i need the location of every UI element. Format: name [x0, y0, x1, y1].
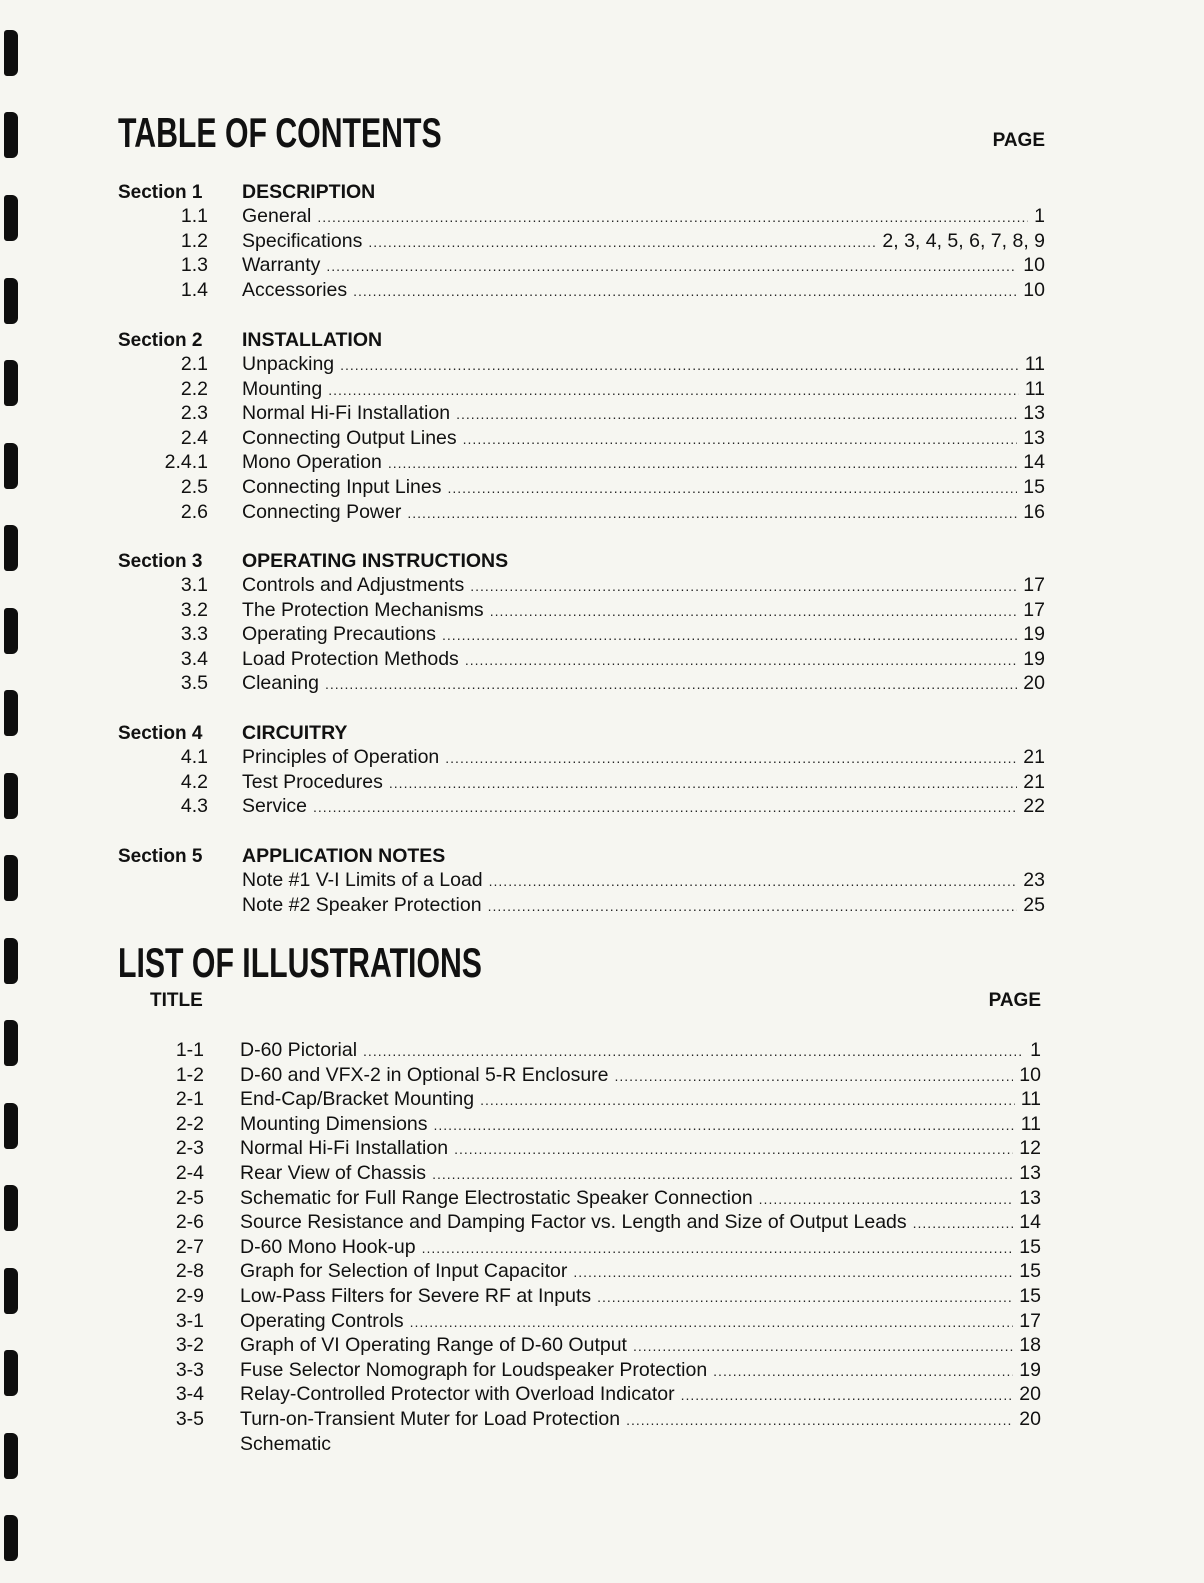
- list-item: [118, 278, 1053, 303]
- entry-title: Accessories: [242, 278, 348, 301]
- entry-page: 14: [1023, 451, 1045, 474]
- dot-leader: [465, 648, 1017, 673]
- entry-number: 2.3: [180, 402, 208, 425]
- entry-title: Test Procedures: [242, 770, 383, 793]
- entry-number: 1.4: [180, 278, 208, 301]
- binding-hole: [4, 1103, 18, 1149]
- entry: [242, 475, 1045, 501]
- entry: [240, 1186, 1041, 1212]
- list-item: [118, 1186, 1053, 1211]
- dot-leader: [442, 623, 1017, 648]
- binding-hole: [4, 1433, 18, 1479]
- illustrations-title: LIST OF ILLUSTRATIONS: [118, 939, 482, 986]
- dot-leader: [456, 402, 1017, 427]
- list-item: [118, 229, 1053, 254]
- section-title: INSTALLATION: [242, 329, 383, 351]
- section-label: Section 4: [118, 723, 203, 744]
- section-heading: [118, 548, 1053, 573]
- dot-leader: [626, 1408, 1013, 1433]
- entry-page: 11: [1024, 377, 1045, 400]
- dot-leader: [913, 1211, 1014, 1236]
- entry-page: 15: [1023, 475, 1045, 498]
- entry-number: 1.1: [180, 205, 208, 227]
- entry: [240, 1407, 1041, 1433]
- list-item: [118, 1038, 1053, 1063]
- entry: [242, 573, 1045, 599]
- entry: [242, 745, 1045, 771]
- entry-number: 4.3: [180, 795, 208, 818]
- entry-title: D-60 Mono Hook-up: [240, 1235, 416, 1258]
- entry-title: Note #2 Speaker Protection: [242, 893, 482, 916]
- section-heading: [118, 179, 1053, 204]
- dot-leader: [340, 353, 1019, 378]
- entry-page: 15: [1019, 1284, 1041, 1307]
- toc-section: [118, 179, 1053, 302]
- dot-leader: [489, 869, 1018, 894]
- entry-page: 12: [1019, 1137, 1041, 1160]
- entry-page: 20: [1023, 672, 1045, 695]
- entry: [240, 1063, 1041, 1089]
- dot-leader: [445, 746, 1017, 771]
- binding-hole: [4, 30, 18, 76]
- entry-number: 3.1: [180, 574, 208, 596]
- entry-number: 2-8: [175, 1260, 204, 1283]
- list-item: [118, 1309, 1053, 1334]
- entry-page: 1: [1034, 205, 1045, 227]
- binding-hole: [4, 195, 18, 241]
- entry-title: Schematic for Full Range Electrostatic Speaker Connection: [240, 1186, 753, 1209]
- entry: [240, 1432, 1041, 1457]
- dot-leader: [573, 1260, 1013, 1285]
- dot-leader: [410, 1310, 1014, 1335]
- binding-hole: [4, 690, 18, 736]
- entry-number: 2-2: [175, 1112, 204, 1135]
- entry-title: Cleaning: [242, 672, 319, 695]
- entry-page: 2, 3, 4, 5, 6, 7, 8, 9: [882, 229, 1045, 252]
- dot-leader: [480, 1088, 1015, 1113]
- dot-leader: [597, 1285, 1013, 1310]
- list-item: [118, 1210, 1053, 1235]
- entry-page: 14: [1019, 1211, 1041, 1234]
- section-title: OPERATING INSTRUCTIONS: [242, 550, 509, 572]
- entry-number: 2-1: [175, 1088, 204, 1111]
- list-item: [118, 450, 1053, 475]
- entry: [240, 1358, 1041, 1384]
- toc-section: [118, 720, 1053, 819]
- entry: [242, 278, 1045, 304]
- illustrations-page-header: PAGE: [988, 990, 1041, 1011]
- toc-section: [118, 843, 1053, 917]
- entry: [242, 204, 1045, 230]
- dot-leader: [313, 795, 1017, 820]
- entry-page: 15: [1019, 1235, 1041, 1258]
- entry-page: 17: [1019, 1309, 1041, 1332]
- entry-number: 2-5: [175, 1186, 204, 1209]
- entry-page: 11: [1020, 1088, 1041, 1111]
- entry-page: 22: [1023, 795, 1045, 818]
- entry-page: 16: [1023, 500, 1045, 523]
- entry-title: Turn-on-Transient Muter for Load Protection: [240, 1407, 621, 1430]
- binding-hole: [4, 278, 18, 324]
- entry-title: Unpacking: [242, 353, 335, 375]
- list-item: [118, 1382, 1053, 1407]
- entry: [242, 450, 1045, 476]
- entry-title: D-60 Pictorial: [240, 1039, 358, 1061]
- entry: [240, 1382, 1041, 1408]
- entry-page: 15: [1019, 1260, 1041, 1283]
- entry: [242, 401, 1045, 427]
- dot-leader: [363, 1039, 1024, 1064]
- entry-number: 2-6: [175, 1211, 204, 1234]
- entry: [240, 1136, 1041, 1162]
- entry-title: Fuse Selector Nomograph for Loudspeaker Protection: [240, 1358, 708, 1381]
- dot-leader: [368, 230, 876, 255]
- entry-title: Load Protection Methods: [242, 647, 459, 670]
- section-heading: [118, 327, 1053, 352]
- list-item: [118, 401, 1053, 426]
- list-item: [118, 1432, 1053, 1457]
- binding-hole: [4, 1268, 18, 1314]
- entry-page: 19: [1023, 623, 1045, 646]
- list-item: [118, 1284, 1053, 1309]
- toc-page-header: PAGE: [992, 130, 1045, 151]
- list-item: [118, 671, 1053, 696]
- list-item: [118, 1087, 1053, 1112]
- entry-title: Operating Controls: [240, 1309, 404, 1332]
- dot-leader: [317, 205, 1028, 230]
- entry-page: 21: [1023, 746, 1045, 768]
- section-label: Section 1: [118, 182, 203, 203]
- entry-number: 1.3: [180, 254, 208, 277]
- entry: [242, 253, 1045, 279]
- entry-number: 2-7: [175, 1235, 204, 1258]
- entry-page: 13: [1023, 402, 1045, 425]
- entry-title: D-60 and VFX-2 in Optional 5-R Enclosure: [240, 1063, 609, 1086]
- entry-number: 2.2: [180, 377, 208, 400]
- entry-page: 19: [1023, 647, 1045, 670]
- entry: [240, 1038, 1041, 1064]
- entry-page: 10: [1019, 1063, 1041, 1086]
- list-item: [118, 1259, 1053, 1284]
- list-item: [118, 647, 1053, 672]
- entry: [242, 426, 1045, 452]
- list-item: [118, 893, 1053, 918]
- entry: [240, 1161, 1041, 1187]
- dot-leader: [463, 427, 1018, 452]
- entry-page: 20: [1019, 1383, 1041, 1406]
- dot-leader: [325, 672, 1017, 697]
- entry-page: 11: [1024, 353, 1045, 375]
- entry-page: 25: [1023, 893, 1045, 916]
- binding-hole: [4, 855, 18, 901]
- entry-page: 21: [1023, 770, 1045, 793]
- entry-page: 13: [1019, 1186, 1041, 1209]
- entry-number: 2-3: [175, 1137, 204, 1160]
- dot-leader: [447, 476, 1017, 501]
- entry-title: The Protection Mechanisms: [242, 598, 484, 621]
- entry-number: 3.5: [180, 672, 208, 695]
- section-heading: [118, 843, 1053, 868]
- dot-leader: [488, 894, 1018, 919]
- entry-title: General: [242, 205, 312, 227]
- entry-number: 2.4: [180, 426, 208, 449]
- entry-number: 3-5: [175, 1407, 204, 1430]
- entry-number: 3-3: [175, 1358, 204, 1381]
- dot-leader: [470, 574, 1017, 599]
- entry-title: Relay-Controlled Protector with Overload Indicator: [240, 1383, 675, 1406]
- list-item: [118, 377, 1053, 402]
- entry-title: Rear View of Chassis: [240, 1161, 427, 1184]
- list-item: [118, 1112, 1053, 1137]
- entry: [240, 1259, 1041, 1285]
- entry-title: Connecting Power: [242, 500, 402, 523]
- entry-number: 2-4: [175, 1161, 204, 1184]
- entry: [240, 1235, 1041, 1261]
- entry-page: 20: [1019, 1407, 1041, 1430]
- illustrations-list: [118, 1038, 1053, 1456]
- section-heading: [118, 720, 1053, 745]
- section-label: Section 3: [118, 551, 203, 572]
- entry-number: 2.5: [180, 475, 208, 498]
- dot-leader: [407, 501, 1017, 526]
- entry-number: 4.2: [180, 770, 208, 793]
- entry: [240, 1309, 1041, 1335]
- list-item: [118, 1235, 1053, 1260]
- list-item: [118, 794, 1053, 819]
- entry-title: Low-Pass Filters for Severe RF at Inputs: [240, 1284, 592, 1307]
- entry-page: 13: [1019, 1161, 1041, 1184]
- toc-section: [118, 327, 1053, 524]
- dot-leader: [490, 599, 1018, 624]
- dot-leader: [422, 1236, 1014, 1261]
- binding-hole: [4, 525, 18, 571]
- dot-leader: [326, 254, 1017, 279]
- list-item: [118, 1136, 1053, 1161]
- entry-page: 17: [1023, 598, 1045, 621]
- illustrations-title-header: TITLE: [150, 990, 203, 1011]
- entry-number: 3.4: [180, 647, 208, 670]
- dot-leader: [713, 1359, 1013, 1384]
- entry-title: Source Resistance and Damping Factor vs. Length and Size of Output Leads: [240, 1211, 907, 1234]
- entry-number: 3-2: [175, 1334, 204, 1357]
- list-item: [118, 598, 1053, 623]
- entry: [242, 770, 1045, 796]
- entry-page: 13: [1023, 426, 1045, 449]
- entry-title: Controls and Adjustments: [242, 574, 465, 596]
- dot-leader: [681, 1383, 1014, 1408]
- entry-number: 3-4: [175, 1383, 204, 1406]
- section-label: Section 5: [118, 846, 203, 867]
- entry: [240, 1284, 1041, 1310]
- entry-title: Normal Hi-Fi Installation: [240, 1137, 449, 1160]
- list-item: [118, 622, 1053, 647]
- list-item: [118, 426, 1053, 451]
- list-item: [118, 475, 1053, 500]
- dot-leader: [454, 1137, 1013, 1162]
- dot-leader: [388, 451, 1017, 476]
- entry-number: 3.3: [180, 623, 208, 646]
- list-item: [118, 1358, 1053, 1383]
- dot-leader: [759, 1187, 1014, 1212]
- list-item: [118, 573, 1053, 598]
- list-item: [118, 500, 1053, 525]
- entry-title: Note #1 V-I Limits of a Load: [242, 869, 483, 891]
- entry-title: End-Cap/Bracket Mounting: [240, 1088, 475, 1111]
- entry-page: 10: [1023, 278, 1045, 301]
- list-item: [118, 745, 1053, 770]
- entry: [242, 229, 1045, 255]
- entry: [240, 1087, 1041, 1113]
- entry-number: 2-9: [175, 1284, 204, 1307]
- list-item: [118, 1063, 1053, 1088]
- entry: [242, 671, 1045, 697]
- entry: [242, 794, 1045, 820]
- binding-hole: [4, 1350, 18, 1396]
- section-title: DESCRIPTION: [242, 181, 376, 203]
- entry-title: Connecting Output Lines: [242, 426, 457, 449]
- entry-page: 18: [1019, 1334, 1041, 1357]
- entry-title: Warranty: [242, 254, 321, 277]
- list-item: [118, 253, 1053, 278]
- toc-title: TABLE OF CONTENTS: [118, 109, 442, 156]
- list-item: [118, 352, 1053, 377]
- entry-title: Graph of VI Operating Range of D-60 Output: [240, 1334, 627, 1357]
- entry-number: 3.2: [180, 598, 208, 621]
- entry-title: Specifications: [242, 229, 363, 252]
- entry-title: Schematic: [240, 1432, 332, 1455]
- entry-number: 2.4.1: [164, 451, 208, 474]
- entry-page: 17: [1023, 574, 1045, 596]
- entry-page: 11: [1020, 1112, 1041, 1135]
- entry-title: Graph for Selection of Input Capacitor: [240, 1260, 568, 1283]
- list-item: [118, 770, 1053, 795]
- entry-title: Principles of Operation: [242, 746, 440, 768]
- section-label: Section 2: [118, 330, 203, 351]
- entry: [242, 500, 1045, 526]
- list-item: [118, 1333, 1053, 1358]
- entry-title: Service: [242, 795, 308, 818]
- toc-section: [118, 548, 1053, 696]
- entry-title: Operating Precautions: [242, 623, 437, 646]
- entry-page: 1: [1030, 1039, 1041, 1061]
- dot-leader: [353, 279, 1017, 304]
- dot-leader: [432, 1162, 1013, 1187]
- list-item: [118, 1407, 1053, 1432]
- entry-page: 23: [1023, 869, 1045, 891]
- binding-hole: [4, 360, 18, 406]
- entry-page: 10: [1023, 254, 1045, 277]
- entry: [240, 1210, 1041, 1236]
- entry-title: Mounting Dimensions: [240, 1112, 428, 1135]
- binding-hole: [4, 773, 18, 819]
- entry: [242, 868, 1045, 894]
- section-title: CIRCUITRY: [242, 722, 348, 744]
- dot-leader: [615, 1064, 1014, 1089]
- entry-number: 1.2: [180, 229, 208, 252]
- entry-number: 2.1: [180, 353, 208, 375]
- binding-hole: [4, 443, 18, 489]
- entry-title: Mono Operation: [242, 451, 382, 474]
- entry: [240, 1112, 1041, 1138]
- list-item: [118, 204, 1053, 229]
- entry: [242, 622, 1045, 648]
- binding-hole: [4, 112, 18, 158]
- entry-title: Mounting: [242, 377, 323, 400]
- binding-hole: [4, 938, 18, 984]
- entry: [242, 893, 1045, 919]
- entry-number: 2.6: [180, 500, 208, 523]
- entry-title: Connecting Input Lines: [242, 475, 442, 498]
- binding-hole: [4, 1515, 18, 1561]
- dot-leader: [389, 771, 1017, 796]
- list-item: [118, 868, 1053, 893]
- binding-hole: [4, 608, 18, 654]
- entry-number: 4.1: [180, 746, 208, 768]
- dot-leader: [633, 1334, 1013, 1359]
- entry-title: Normal Hi-Fi Installation: [242, 402, 451, 425]
- binding-hole: [4, 1020, 18, 1066]
- binding-hole: [4, 1185, 18, 1231]
- dot-leader: [434, 1113, 1015, 1138]
- list-item: [118, 1161, 1053, 1186]
- entry: [242, 598, 1045, 624]
- entry-number: 3-1: [175, 1309, 204, 1332]
- dot-leader: [328, 378, 1019, 403]
- entry: [242, 377, 1045, 403]
- entry: [242, 647, 1045, 673]
- entry-number: 1-2: [175, 1063, 204, 1086]
- entry-number: 1-1: [175, 1039, 204, 1061]
- entry: [240, 1333, 1041, 1359]
- entry: [242, 352, 1045, 378]
- section-title: APPLICATION NOTES: [242, 845, 446, 867]
- entry-page: 19: [1019, 1358, 1041, 1381]
